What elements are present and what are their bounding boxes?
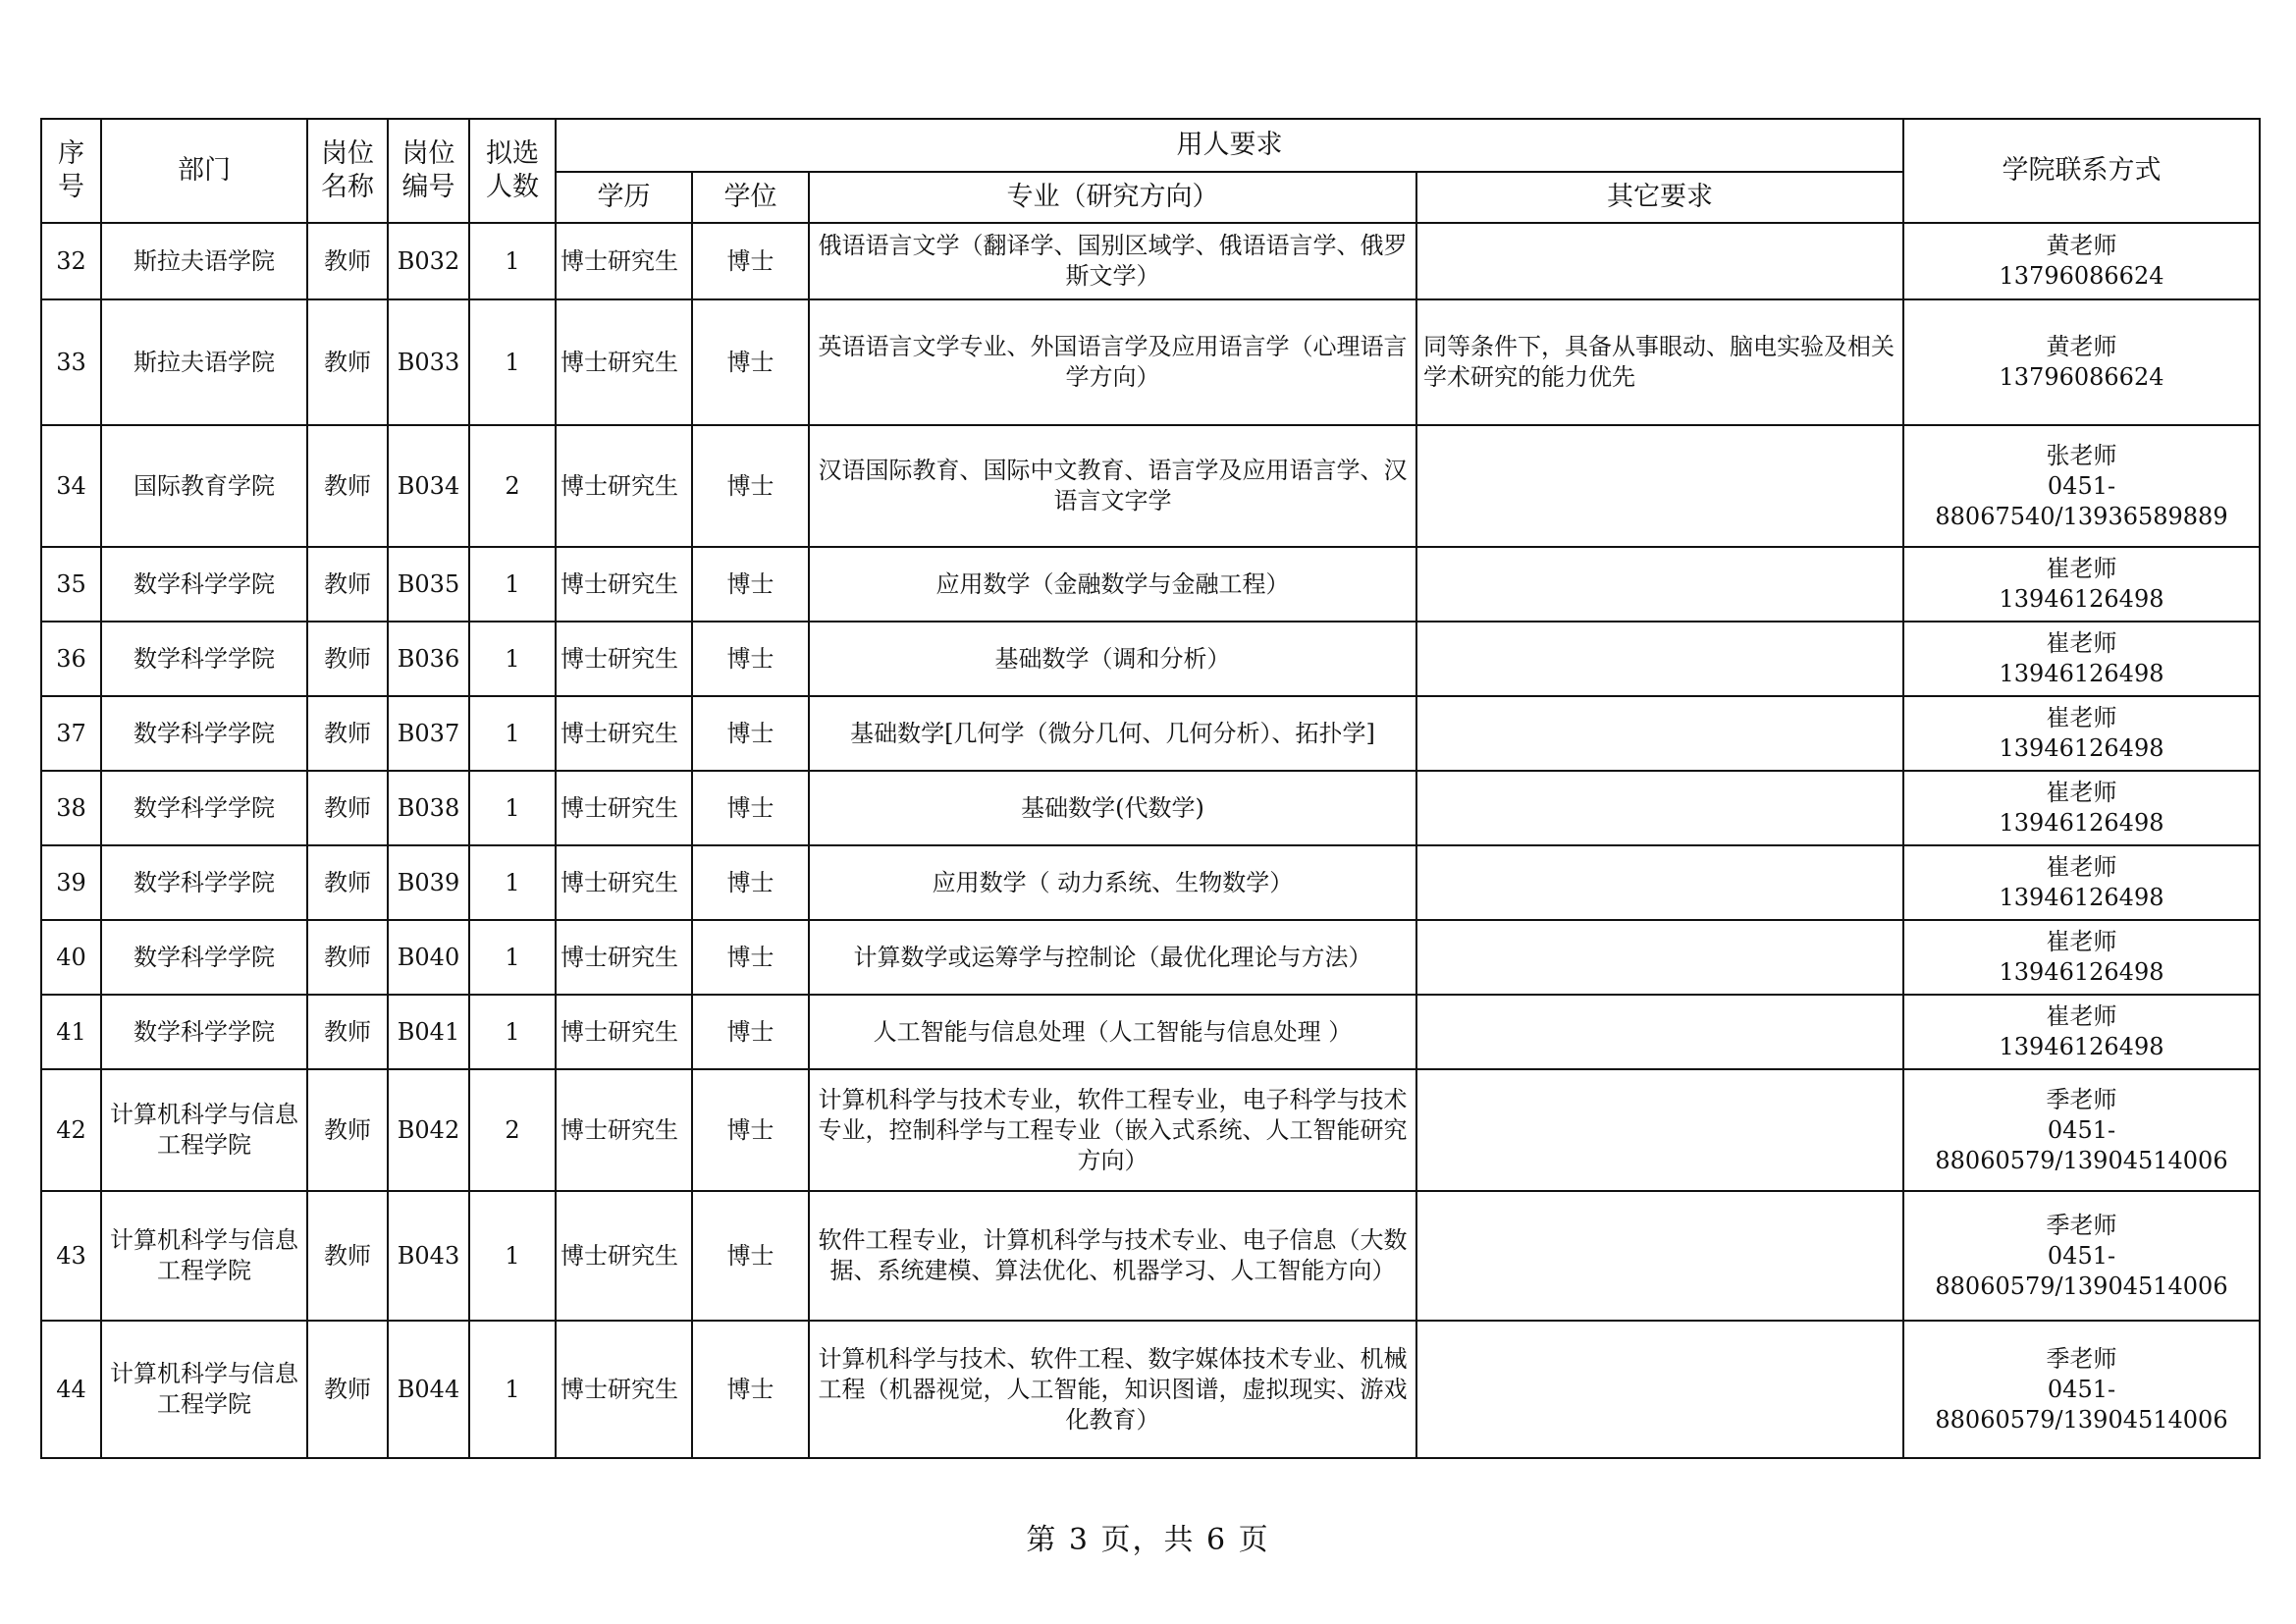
cell-post-name: 教师	[307, 299, 388, 425]
cell-dept: 计算机科学与信息工程学院	[101, 1069, 307, 1191]
cell-count: 1	[469, 622, 556, 696]
cell-count: 1	[469, 771, 556, 845]
contact-phone: 0451-88060579/13904514006	[1935, 1115, 2228, 1174]
cell-education: 博士研究生	[556, 1321, 692, 1458]
contact-phone: 13796086624	[1999, 363, 2164, 391]
cell-contact	[1903, 547, 2260, 622]
table-row	[41, 622, 2260, 696]
contact-name: 黄老师	[2046, 232, 2117, 259]
cell-post-name: 教师	[307, 920, 388, 995]
cell-dept: 计算机科学与信息工程学院	[101, 1191, 307, 1321]
table-row	[41, 995, 2260, 1069]
table-row	[41, 771, 2260, 845]
cell-other	[1416, 771, 1903, 845]
cell-degree: 博士	[692, 696, 809, 771]
cell-dept: 数学科学学院	[101, 845, 307, 920]
contact-name: 崔老师	[2046, 779, 2117, 806]
cell-dept: 国际教育学院	[101, 425, 307, 547]
cell-post-code: B043	[388, 1191, 469, 1321]
cell-contact	[1903, 1321, 2260, 1458]
cell-post-code: B040	[388, 920, 469, 995]
cell-degree: 博士	[692, 1321, 809, 1458]
cell-other	[1416, 920, 1903, 995]
cell-major: 基础数学[几何学（微分几何、几何分析）、拓扑学]	[809, 696, 1416, 771]
cell-major: 英语语言文学专业、外国语言学及应用语言学（心理语言学方向）	[809, 299, 1416, 425]
table-row	[41, 1321, 2260, 1458]
cell-major: 软件工程专业，计算机科学与技术专业、电子信息（大数据、系统建模、算法优化、机器学习、人工智能方向）	[809, 1191, 1416, 1321]
cell-count: 1	[469, 696, 556, 771]
cell-seq: 43	[41, 1191, 101, 1321]
cell-degree: 博士	[692, 1191, 809, 1321]
cell-seq: 42	[41, 1069, 101, 1191]
cell-contact	[1903, 696, 2260, 771]
header-count: 拟选人数	[469, 119, 556, 223]
table-row	[41, 1069, 2260, 1191]
cell-post-name: 教师	[307, 845, 388, 920]
page-footer: 第 3 页，共 6 页	[1026, 1523, 1270, 1557]
cell-contact	[1903, 771, 2260, 845]
cell-degree: 博士	[692, 1069, 809, 1191]
cell-other	[1416, 845, 1903, 920]
cell-seq: 34	[41, 425, 101, 547]
contact-name: 崔老师	[2046, 629, 2117, 657]
cell-post-name: 教师	[307, 1191, 388, 1321]
cell-other	[1416, 223, 1903, 299]
header-other: 其它要求	[1416, 172, 1903, 223]
header-contact: 学院联系方式	[1903, 119, 2260, 223]
cell-seq: 41	[41, 995, 101, 1069]
cell-degree: 博士	[692, 995, 809, 1069]
cell-education: 博士研究生	[556, 920, 692, 995]
cell-post-code: B038	[388, 771, 469, 845]
cell-other	[1416, 547, 1903, 622]
recruitment-table	[40, 118, 2261, 1459]
cell-other	[1416, 1321, 1903, 1458]
cell-major: 计算机科学与技术、软件工程、数字媒体技术专业、机械工程（机器视觉，人工智能，知识图谱，虚拟现实、游戏化教育）	[809, 1321, 1416, 1458]
contact-phone: 0451-88067540/13936589889	[1935, 471, 2228, 530]
cell-education: 博士研究生	[556, 771, 692, 845]
cell-seq: 33	[41, 299, 101, 425]
cell-count: 1	[469, 845, 556, 920]
cell-dept: 数学科学学院	[101, 771, 307, 845]
cell-degree: 博士	[692, 425, 809, 547]
cell-education: 博士研究生	[556, 622, 692, 696]
table-row	[41, 425, 2260, 547]
table-header	[41, 119, 2260, 223]
table-row	[41, 223, 2260, 299]
cell-seq: 36	[41, 622, 101, 696]
contact-name: 崔老师	[2046, 928, 2117, 955]
cell-other	[1416, 995, 1903, 1069]
cell-post-code: B037	[388, 696, 469, 771]
cell-post-name: 教师	[307, 1321, 388, 1458]
cell-dept: 计算机科学与信息工程学院	[101, 1321, 307, 1458]
cell-contact	[1903, 1069, 2260, 1191]
cell-degree: 博士	[692, 622, 809, 696]
cell-dept: 数学科学学院	[101, 696, 307, 771]
table-row	[41, 547, 2260, 622]
cell-degree: 博士	[692, 299, 809, 425]
cell-contact	[1903, 920, 2260, 995]
cell-count: 1	[469, 1321, 556, 1458]
cell-post-code: B044	[388, 1321, 469, 1458]
cell-education: 博士研究生	[556, 995, 692, 1069]
cell-major: 基础数学(代数学)	[809, 771, 1416, 845]
cell-count: 1	[469, 223, 556, 299]
contact-phone: 13946126498	[1999, 884, 2164, 911]
contact-phone: 13796086624	[1999, 262, 2164, 290]
cell-dept: 斯拉夫语学院	[101, 299, 307, 425]
cell-major: 人工智能与信息处理（人工智能与信息处理 ）	[809, 995, 1416, 1069]
cell-post-name: 教师	[307, 622, 388, 696]
cell-seq: 44	[41, 1321, 101, 1458]
cell-post-name: 教师	[307, 1069, 388, 1191]
contact-phone: 0451-88060579/13904514006	[1935, 1375, 2228, 1434]
cell-seq: 38	[41, 771, 101, 845]
cell-other	[1416, 622, 1903, 696]
cell-major: 基础数学（调和分析）	[809, 622, 1416, 696]
cell-contact	[1903, 1191, 2260, 1321]
cell-count: 2	[469, 1069, 556, 1191]
cell-count: 1	[469, 920, 556, 995]
cell-contact	[1903, 425, 2260, 547]
cell-seq: 32	[41, 223, 101, 299]
cell-other	[1416, 1069, 1903, 1191]
cell-major: 计算机科学与技术专业，软件工程专业，电子科学与技术专业，控制科学与工程专业（嵌入式系统、人工智能研究方向）	[809, 1069, 1416, 1191]
cell-degree: 博士	[692, 547, 809, 622]
table-row	[41, 299, 2260, 425]
cell-count: 1	[469, 1191, 556, 1321]
cell-education: 博士研究生	[556, 1069, 692, 1191]
cell-other: 同等条件下，具备从事眼动、脑电实验及相关学术研究的能力优先	[1416, 299, 1903, 425]
cell-post-name: 教师	[307, 223, 388, 299]
contact-name: 崔老师	[2046, 704, 2117, 731]
header-post-code: 岗位编号	[388, 119, 469, 223]
table-row	[41, 1191, 2260, 1321]
cell-education: 博士研究生	[556, 425, 692, 547]
cell-education: 博士研究生	[556, 299, 692, 425]
cell-post-code: B039	[388, 845, 469, 920]
contact-name: 季老师	[2046, 1085, 2117, 1113]
cell-dept: 数学科学学院	[101, 622, 307, 696]
table-row	[41, 696, 2260, 771]
contact-phone: 0451-88060579/13904514006	[1935, 1241, 2228, 1300]
cell-post-code: B036	[388, 622, 469, 696]
cell-major: 应用数学（ 动力系统、生物数学）	[809, 845, 1416, 920]
table-row	[41, 920, 2260, 995]
cell-education: 博士研究生	[556, 1191, 692, 1321]
contact-phone: 13946126498	[1999, 585, 2164, 613]
header-seq: 序号	[41, 119, 101, 223]
cell-other	[1416, 696, 1903, 771]
header-requirements: 用人要求	[556, 119, 1903, 172]
cell-post-code: B034	[388, 425, 469, 547]
cell-post-name: 教师	[307, 425, 388, 547]
contact-name: 黄老师	[2046, 333, 2117, 360]
cell-count: 1	[469, 995, 556, 1069]
cell-degree: 博士	[692, 223, 809, 299]
cell-contact	[1903, 223, 2260, 299]
cell-degree: 博士	[692, 771, 809, 845]
header-major: 专业（研究方向）	[809, 172, 1416, 223]
contact-name: 季老师	[2046, 1211, 2117, 1239]
header-degree: 学位	[692, 172, 809, 223]
cell-dept: 数学科学学院	[101, 547, 307, 622]
cell-other	[1416, 1191, 1903, 1321]
contact-phone: 13946126498	[1999, 958, 2164, 986]
cell-post-name: 教师	[307, 696, 388, 771]
cell-seq: 39	[41, 845, 101, 920]
contact-name: 崔老师	[2046, 853, 2117, 881]
cell-count: 1	[469, 547, 556, 622]
cell-post-code: B042	[388, 1069, 469, 1191]
cell-other	[1416, 425, 1903, 547]
contact-phone: 13946126498	[1999, 1033, 2164, 1060]
contact-phone: 13946126498	[1999, 734, 2164, 762]
cell-contact	[1903, 299, 2260, 425]
header-post-name: 岗位名称	[307, 119, 388, 223]
cell-contact	[1903, 622, 2260, 696]
cell-dept: 数学科学学院	[101, 995, 307, 1069]
cell-post-name: 教师	[307, 771, 388, 845]
cell-education: 博士研究生	[556, 845, 692, 920]
table-body	[41, 223, 2260, 1458]
cell-post-code: B035	[388, 547, 469, 622]
cell-seq: 37	[41, 696, 101, 771]
cell-degree: 博士	[692, 920, 809, 995]
header-dept: 部门	[101, 119, 307, 223]
cell-education: 博士研究生	[556, 547, 692, 622]
cell-major: 计算数学或运筹学与控制论（最优化理论与方法）	[809, 920, 1416, 995]
cell-education: 博士研究生	[556, 696, 692, 771]
cell-major: 应用数学（金融数学与金融工程）	[809, 547, 1416, 622]
cell-contact	[1903, 995, 2260, 1069]
cell-dept: 斯拉夫语学院	[101, 223, 307, 299]
cell-major: 汉语国际教育、国际中文教育、语言学及应用语言学、汉语言文字学	[809, 425, 1416, 547]
cell-dept: 数学科学学院	[101, 920, 307, 995]
cell-seq: 40	[41, 920, 101, 995]
cell-post-name: 教师	[307, 995, 388, 1069]
contact-phone: 13946126498	[1999, 660, 2164, 687]
contact-phone: 13946126498	[1999, 809, 2164, 837]
contact-name: 崔老师	[2046, 1002, 2117, 1030]
cell-education: 博士研究生	[556, 223, 692, 299]
cell-major: 俄语语言文学（翻译学、国别区域学、俄语语言学、俄罗斯文学）	[809, 223, 1416, 299]
cell-contact	[1903, 845, 2260, 920]
cell-count: 2	[469, 425, 556, 547]
header-education: 学历	[556, 172, 692, 223]
cell-count: 1	[469, 299, 556, 425]
cell-seq: 35	[41, 547, 101, 622]
table-row	[41, 845, 2260, 920]
cell-post-name: 教师	[307, 547, 388, 622]
cell-degree: 博士	[692, 845, 809, 920]
contact-name: 崔老师	[2046, 555, 2117, 582]
cell-post-code: B041	[388, 995, 469, 1069]
cell-post-code: B033	[388, 299, 469, 425]
contact-name: 张老师	[2046, 441, 2117, 469]
cell-post-code: B032	[388, 223, 469, 299]
contact-name: 季老师	[2046, 1344, 2117, 1373]
